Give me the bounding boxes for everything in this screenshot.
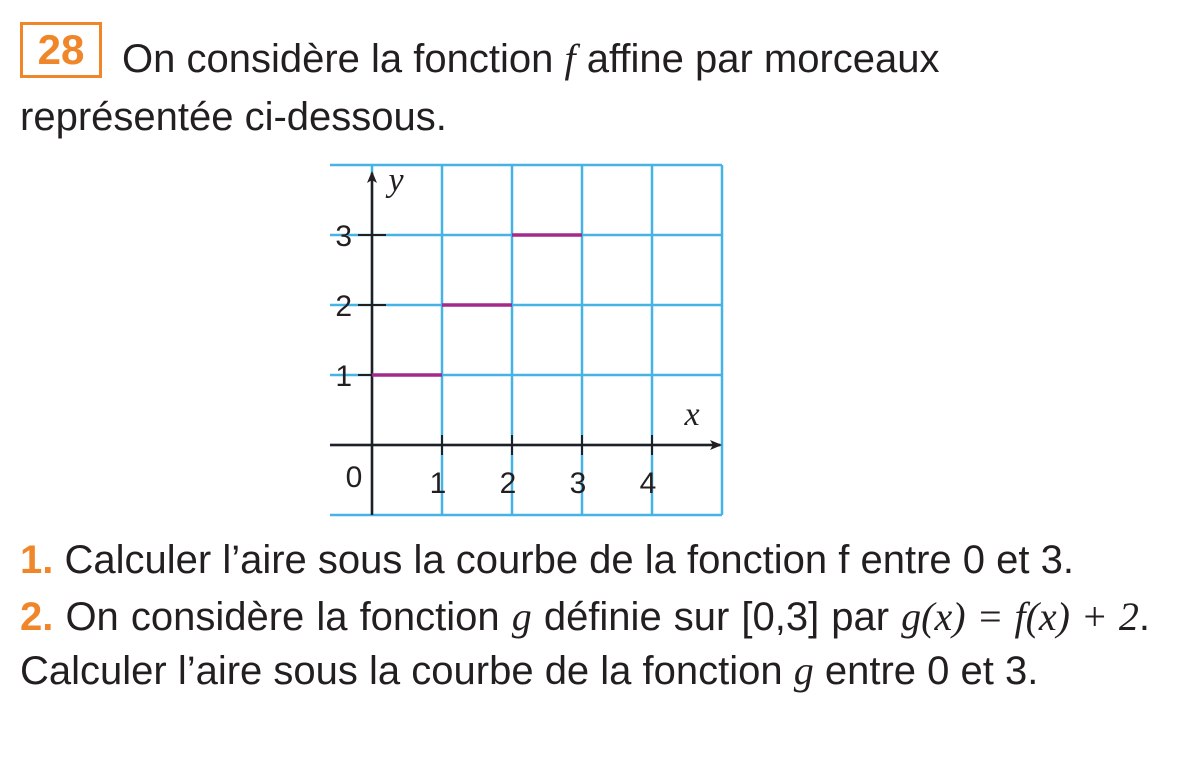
formula-g-equals-f-plus-2: g(x) = f(x) + 2 (901, 594, 1139, 639)
origin-label: 0 (345, 461, 363, 494)
x-axis-label: x (684, 396, 700, 433)
statement-text-part2: affine par morceaux représentée ci-dessous. (20, 37, 940, 139)
exercise-number-badge: 28 (20, 22, 102, 78)
y-axis-label: y (388, 162, 404, 199)
x-tick-label: 4 (639, 467, 657, 500)
question-1-text: Calculer l’aire sous la courbe de la fonction f entre 0 et 3. (64, 538, 1074, 582)
question-2-number: 2. (20, 595, 54, 639)
exercise-statement (20, 30, 1150, 146)
question-1 (20, 533, 1150, 587)
grid (330, 165, 722, 515)
question-1-number: 1. (20, 538, 54, 582)
question-2-text-part4: entre 0 et 3. (813, 649, 1039, 693)
question-2 (20, 590, 1150, 698)
statement-text-part1: On considère la fonction (122, 37, 565, 81)
question-2-text-part2: définie sur [0,3] par (531, 595, 902, 639)
function-g-symbol: g (511, 594, 532, 639)
axis-labels (335, 162, 699, 500)
x-tick-label: 3 (569, 467, 587, 500)
function-graph (330, 150, 830, 530)
question-2-text-part1: On considère la fonction (65, 595, 512, 639)
y-tick-label: 2 (335, 290, 352, 323)
x-tick-label: 2 (499, 467, 517, 500)
y-tick-label: 3 (335, 220, 352, 253)
x-tick-label: 1 (429, 467, 447, 500)
function-g-symbol-2: g (793, 648, 814, 693)
function-f-symbol: f (564, 36, 576, 81)
axes (330, 173, 720, 515)
y-tick-label: 1 (335, 360, 352, 393)
question-2-text-part3: . Calculer l’aire sous la courbe de la fonction (20, 595, 1151, 693)
